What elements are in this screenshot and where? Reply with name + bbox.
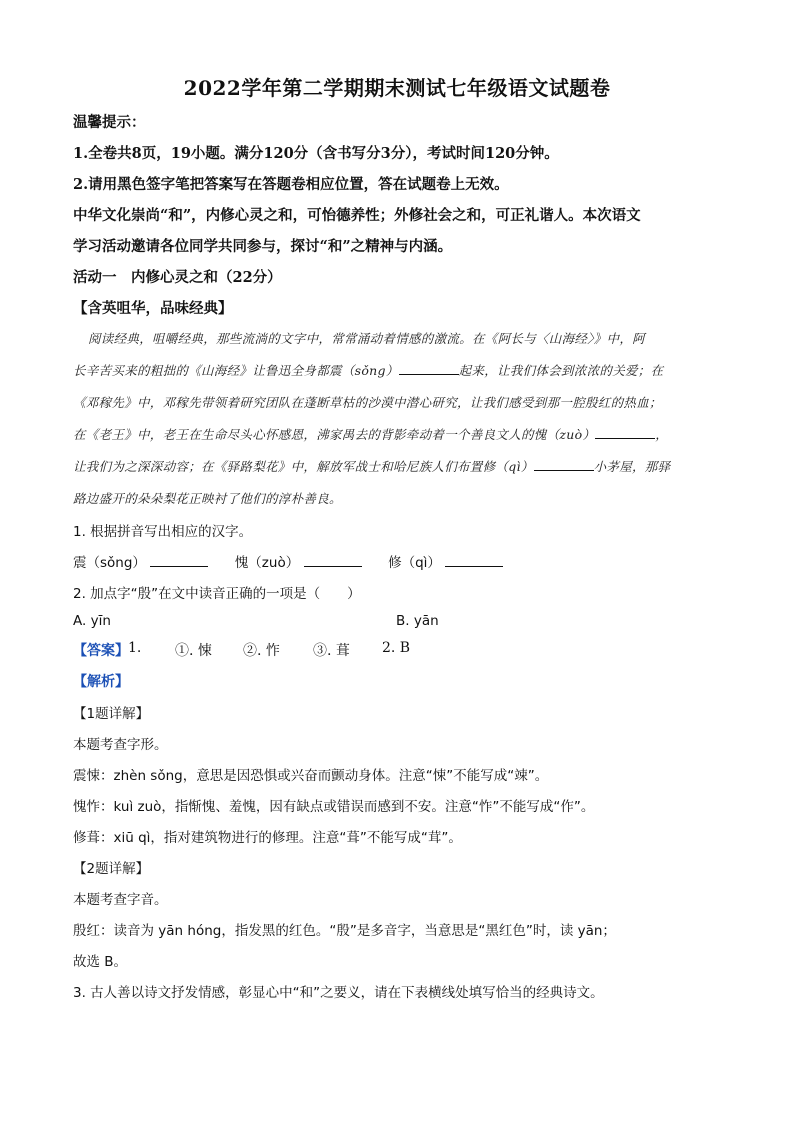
passage-line-5: [73, 457, 670, 475]
question-3-stem: 3. 古人善以诗文抒发情感，彰显心中“和”之要义，请在下表横线处填写恰当的经典诗文。: [73, 985, 604, 1001]
blank-label-c: 修（qì）: [388, 555, 441, 571]
tips-label: 温馨提示：: [73, 114, 146, 131]
answer-1-b: ②. 怍: [243, 643, 280, 659]
passage-line-3: 《邓稼先》中，邓稼先带领着研究团队在蓬断草枯的沙漠中潜心研究，让我们感受到那一腔殷红的热血；: [73, 395, 662, 410]
answer-blank-c[interactable]: [445, 554, 503, 567]
answer-1-a: ①. 悚: [175, 643, 212, 659]
detail-1-heading: 【1题详解】: [73, 706, 150, 722]
intro-line-2: 学习活动邀请各位同学共同参与，探讨“和”之精神与内涵。: [73, 238, 453, 255]
question-1-blanks: [73, 551, 503, 571]
question-1-stem: 1. 根据拼音写出相应的汉字。: [73, 524, 253, 540]
passage-text: 起来，让我们体会到浓浓的关爱；在: [458, 363, 664, 378]
answer-number-1: 1.: [128, 640, 142, 656]
answer-blank-a[interactable]: [150, 554, 208, 567]
passage-text: 在《老王》中，老王在生命尽头心怀感恩，沸家禺去的背影牵动着一个善良文人的愧（zuò）: [73, 427, 596, 442]
detail-1-line-3: 修葺：xiū qì，指对建筑物进行的修理。注意“葺”不能写成“茸”。: [73, 830, 462, 846]
detail-2-line-2: 故选 B。: [73, 954, 128, 970]
detail-2-heading: 【2题详解】: [73, 861, 150, 877]
answer-2: 2. B: [382, 640, 411, 656]
option-b[interactable]: B. yān: [396, 613, 439, 629]
passage-text: 小茅屋，那驿: [593, 459, 671, 474]
question-2-stem: 2. 加点字“殷”在文中读音正确的一项是（ ）: [73, 586, 361, 602]
intro-line-1: 中华文化崇尚“和”，内修心灵之和，可怡德养性；外修社会之和，可正礼谐人。本次语文: [73, 207, 641, 224]
analysis-label: 【解析】: [73, 674, 129, 690]
answer-1-c: ③. 葺: [313, 643, 350, 659]
answer-label: 【答案】: [73, 643, 129, 659]
tip-1: 1.全卷共8页，19小题。满分120分（含书写分3分），考试时间120分钟。: [73, 145, 559, 162]
passage-text: 长辛苦买来的粗拙的《山海经》让鲁迅全身都震（sǒng）: [73, 363, 399, 378]
detail-2-intro: 本题考查字音。: [73, 892, 168, 908]
fill-blank[interactable]: [595, 426, 655, 439]
passage-text: 让我们为之深深动容；在《驿路梨花》中，解放军战士和哈尼族人们布置修（qì）: [73, 459, 534, 474]
blank-label-a: 震（sǒng）: [73, 555, 146, 571]
fill-blank[interactable]: [399, 362, 459, 375]
detail-1-line-2: 愧怍：kuì zuò，指惭愧、羞愧，因有缺点或错误而感到不安。注意“怍”不能写成“作”。: [73, 799, 595, 815]
passage-line-1: 阅读经典，咀嚼经典，那些流淌的文字中，常常涌动着情感的激流。在《阿长与〈山海经〉》中，阿: [88, 331, 645, 346]
passage-line-2: [73, 361, 663, 379]
passage-line-6: 路边盛开的朵朵梨花正映衬了他们的淳朴善良。: [73, 491, 342, 506]
detail-2-line-1: 殷红：读音为 yān hóng，指发黑的红色。“殷”是多音字，当意思是“黑红色”时，读 yān；: [73, 923, 616, 939]
passage-line-4: [73, 425, 668, 443]
passage-text: ，: [655, 427, 669, 442]
activity-subheading: 【含英咀华，品味经典】: [73, 300, 233, 317]
fill-blank[interactable]: [534, 458, 594, 471]
detail-1-line-1: 震悚：zhèn sǒng，意思是因恐惧或兴奋而颤动身体。注意“悚”不能写成“竦”。: [73, 768, 549, 784]
tip-2: 2.请用黑色签字笔把答案写在答题卷相应位置，答在试题卷上无效。: [73, 176, 509, 193]
detail-1-intro: 本题考查字形。: [73, 737, 168, 753]
activity-heading: 活动一 内修心灵之和（22分）: [73, 269, 282, 286]
answer-blank-b[interactable]: [304, 554, 362, 567]
page-title: 2022学年第二学期期末测试七年级语文试题卷: [183, 76, 611, 100]
blank-label-b: 愧（zuò）: [234, 555, 300, 571]
option-a[interactable]: A. yīn: [73, 613, 111, 629]
